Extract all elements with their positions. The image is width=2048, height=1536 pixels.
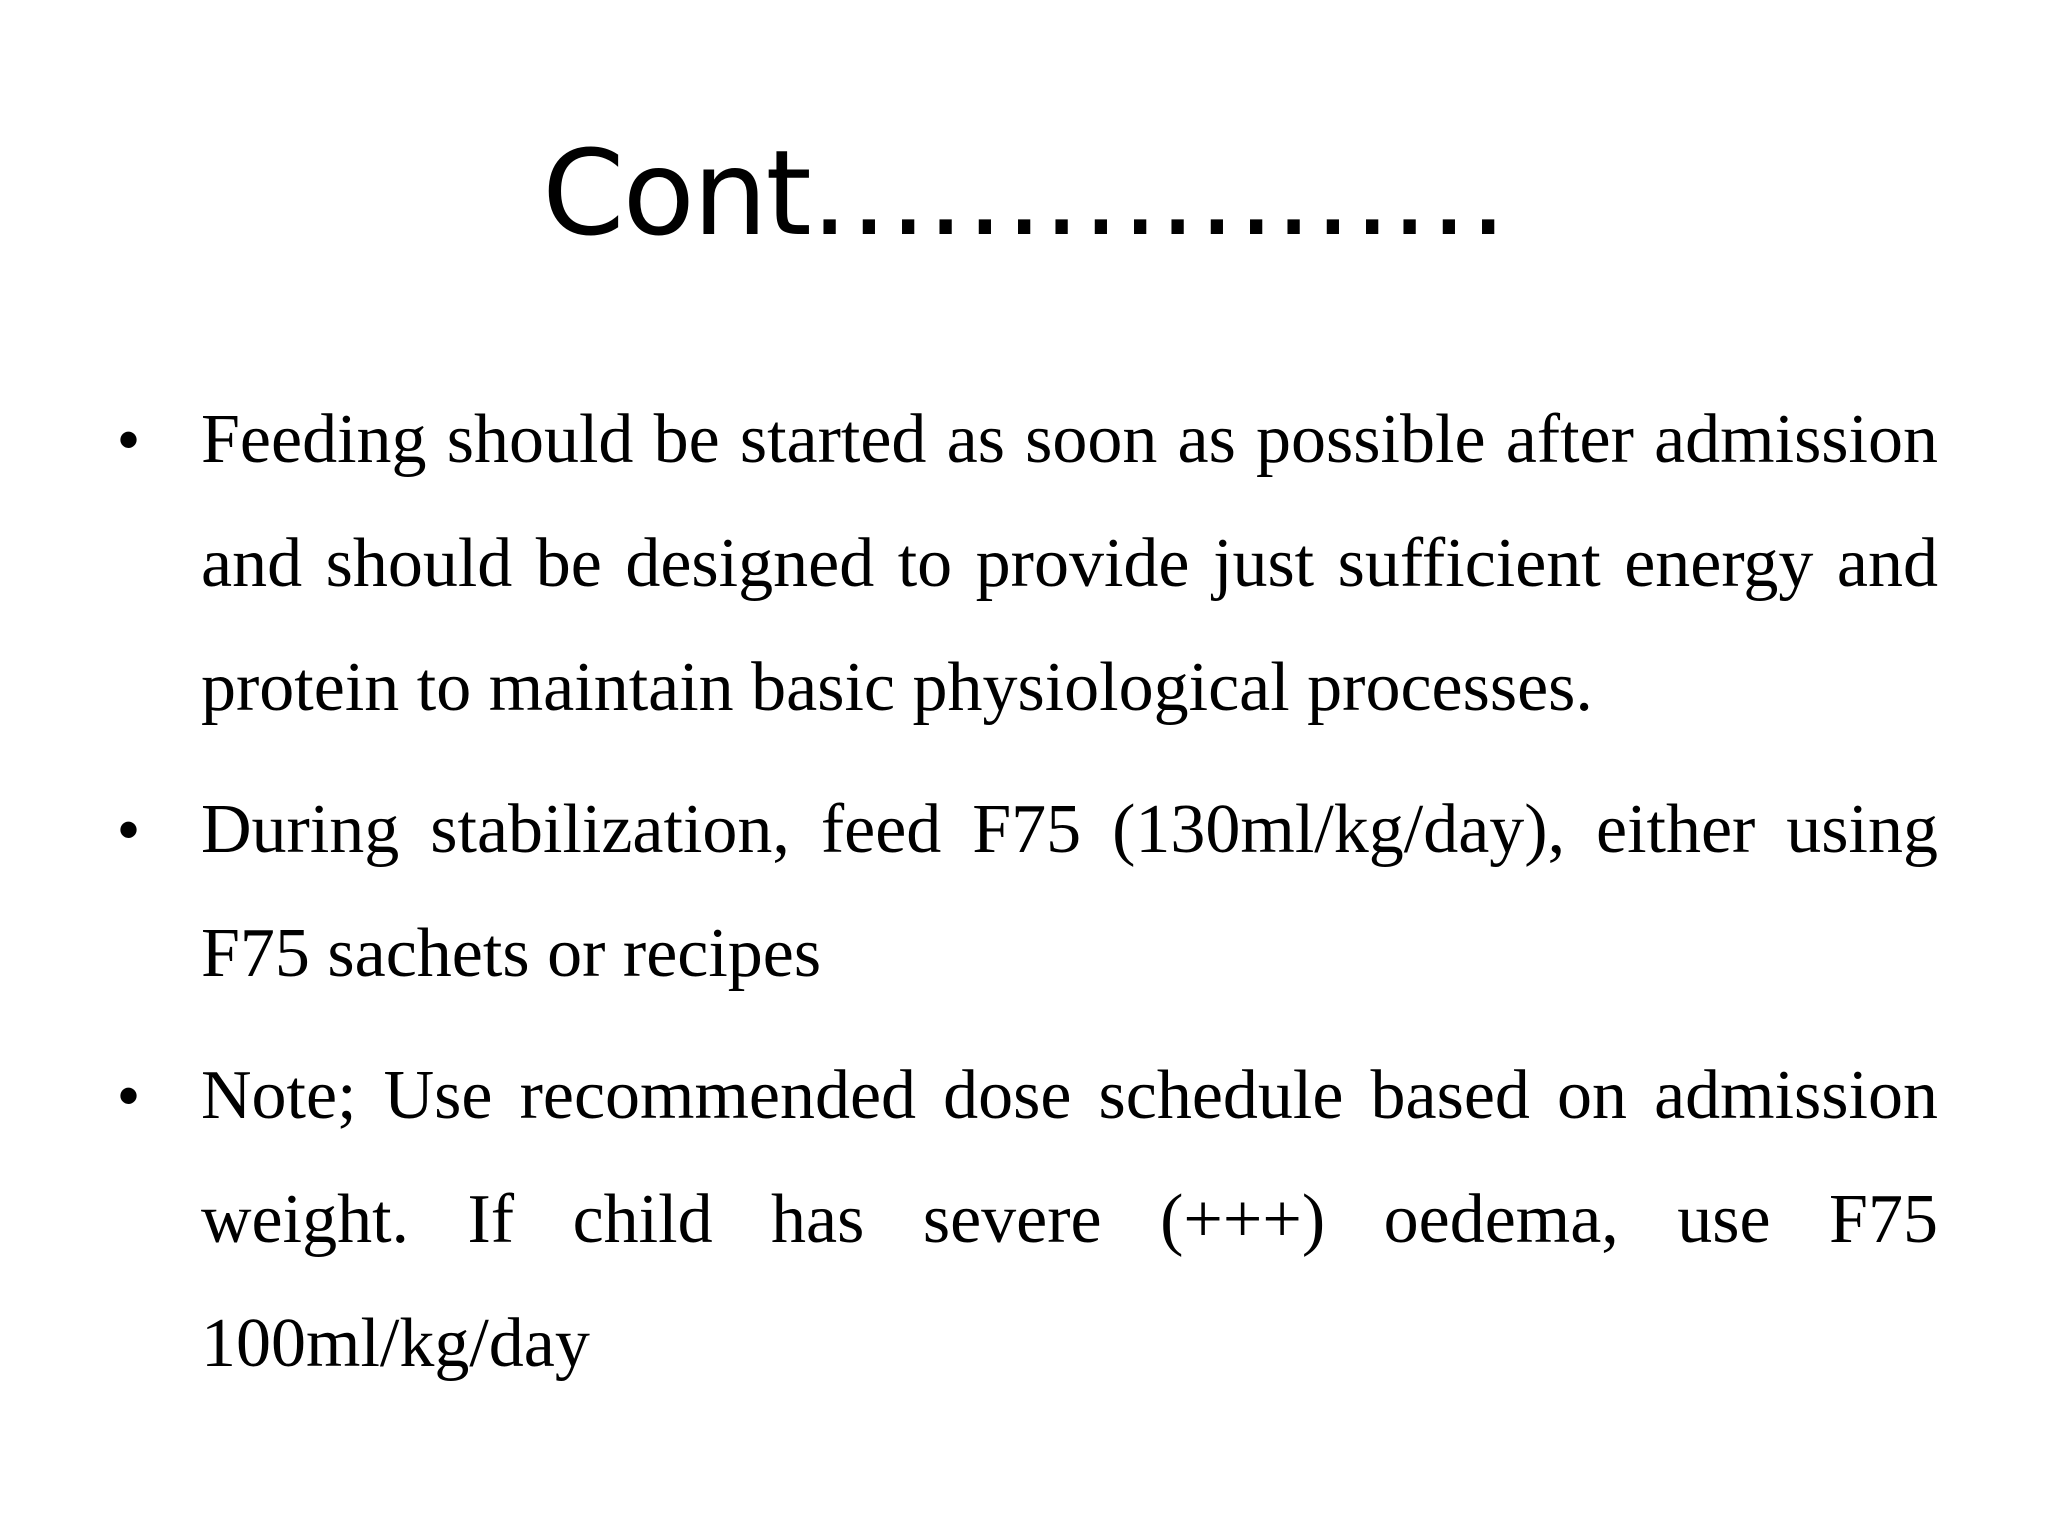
bullet-icon: • xyxy=(118,796,140,863)
bullet-icon: • xyxy=(118,406,140,473)
bullet-list xyxy=(118,378,1938,1424)
bullet-item-feeding xyxy=(118,378,1938,750)
bullet-text: Note; Use recommended dose schedule based on admission weight. If child has severe (+++) oedema, use F75 100ml/kg/day xyxy=(201,1057,1938,1382)
bullet-item-stabilization xyxy=(118,768,1938,1016)
bullet-text: Feeding should be started as soon as possible after admission and should be designed to provide just sufficient energy and protein to maintain basic physiological processes. xyxy=(201,401,1938,726)
bullet-icon: • xyxy=(118,1062,140,1129)
slide-title: Cont……………… xyxy=(542,124,1506,262)
bullet-item-note xyxy=(118,1034,1938,1406)
bullet-text: During stabilization, feed F75 (130ml/kg/day), either using F75 sachets or recipes xyxy=(201,791,1938,992)
